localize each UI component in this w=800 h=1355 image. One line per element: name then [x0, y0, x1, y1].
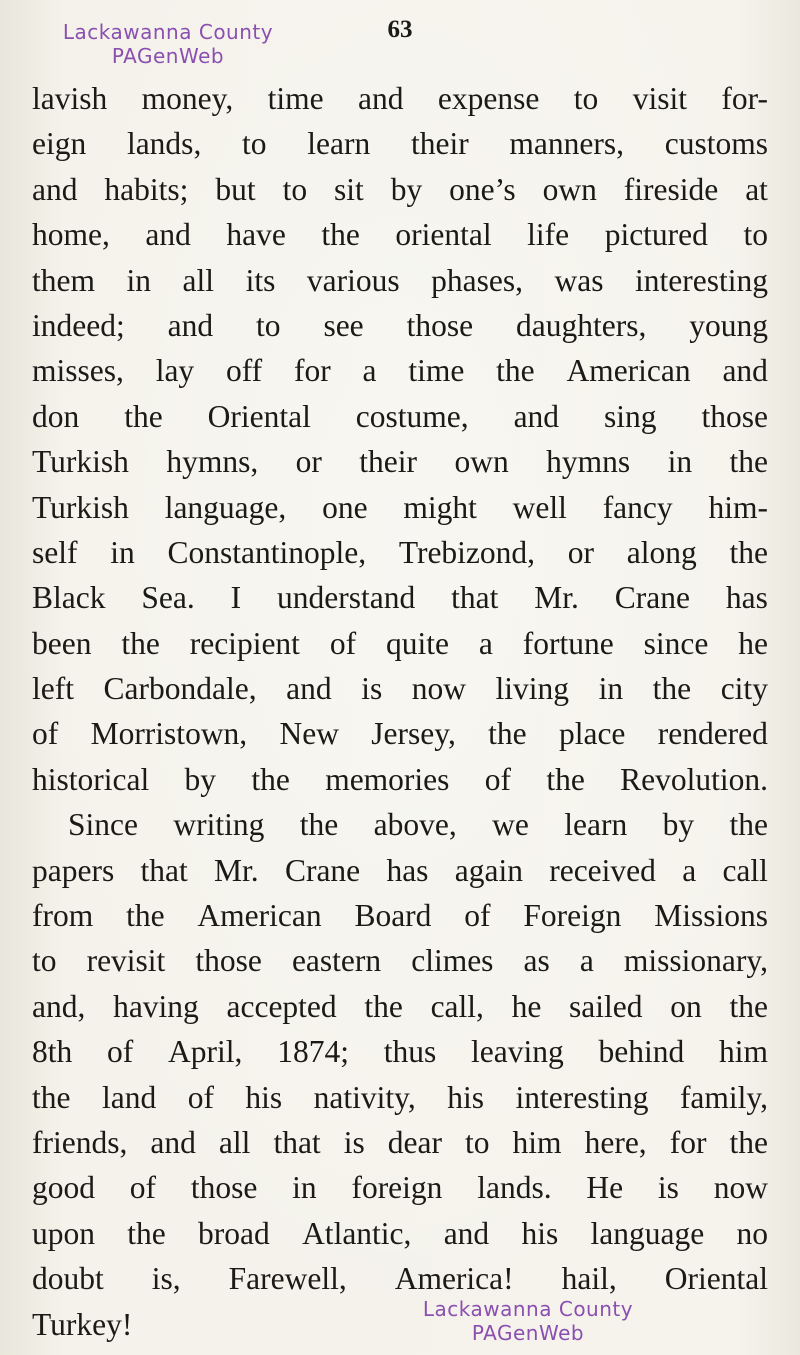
word: American [197, 898, 322, 934]
word: to [573, 81, 599, 116]
word: good [32, 1170, 95, 1206]
word: a [682, 852, 697, 888]
word: and [167, 307, 214, 343]
word: lavish [32, 81, 108, 116]
word: fortune [522, 625, 614, 661]
body-text [32, 76, 768, 1347]
word: along [626, 534, 697, 570]
word: the [729, 534, 768, 570]
word: those [190, 1170, 258, 1206]
word: the [124, 398, 163, 434]
word: the [127, 1215, 166, 1251]
word: now [713, 1170, 768, 1206]
word: lay [155, 353, 195, 389]
word: one’s [449, 171, 516, 207]
word: Mr. [214, 852, 259, 888]
word: thus [383, 1034, 437, 1070]
word: above, [373, 807, 457, 843]
word: a [478, 625, 493, 661]
text-line [32, 848, 768, 893]
text-line [32, 394, 768, 439]
word: dear [387, 1124, 442, 1160]
word: its [245, 262, 276, 298]
word: Revolution. [620, 761, 768, 797]
word: Oriental [207, 398, 311, 434]
word: him [718, 1034, 768, 1070]
word: might [403, 489, 477, 525]
word: is [657, 1170, 679, 1206]
word: America! [394, 1261, 514, 1297]
text-line [32, 348, 768, 393]
word: indeed; [32, 307, 125, 343]
word: Turkey! [32, 1306, 133, 1342]
word: various [306, 262, 400, 298]
word: language [590, 1215, 705, 1251]
word: rendered [657, 716, 768, 752]
text-line [32, 212, 768, 257]
word: the [488, 716, 527, 752]
word: to [465, 1124, 490, 1160]
word: in [292, 1170, 317, 1206]
word: interesting [634, 262, 768, 298]
word: life [527, 217, 570, 253]
word: interesting [515, 1079, 649, 1115]
word: and [443, 1215, 490, 1251]
word: in [110, 534, 135, 570]
word: now [411, 671, 466, 707]
word: him [512, 1124, 562, 1160]
word: Morristown, [90, 716, 248, 752]
word: those [701, 398, 768, 434]
text-line [32, 76, 768, 121]
word: is, [151, 1261, 181, 1297]
word: at [745, 171, 768, 207]
text-line [32, 666, 768, 711]
text-line [32, 167, 768, 212]
word: in [667, 444, 693, 480]
watermark-line: Lackawanna County [62, 20, 274, 44]
page-number: 63 [387, 16, 413, 43]
text-line [32, 303, 768, 348]
word: Foreign [523, 898, 622, 934]
word: of [129, 1170, 157, 1206]
word: left [32, 671, 74, 707]
word: memories [325, 761, 450, 797]
word: broad [198, 1215, 270, 1251]
watermark-line: PAGenWeb [111, 44, 225, 68]
word: I [230, 580, 242, 616]
word: Crane [284, 852, 361, 888]
word: again [454, 852, 523, 888]
word: time [408, 353, 465, 389]
word: language, [164, 489, 287, 525]
text-line [32, 121, 768, 166]
word: historical [32, 761, 150, 797]
word: costume, [355, 398, 469, 434]
word: daughters, [515, 307, 647, 343]
word: he [511, 988, 542, 1024]
word: the [364, 988, 403, 1024]
paragraph-first-line [32, 802, 768, 847]
word: his [245, 1079, 283, 1115]
word: has [725, 580, 768, 616]
word: or [295, 444, 322, 480]
word: own [542, 171, 597, 207]
text-line [32, 711, 768, 756]
word: their [410, 126, 469, 162]
word: of [329, 625, 357, 661]
word: all [218, 1124, 251, 1160]
word: learn [564, 807, 628, 843]
word: of [32, 716, 59, 752]
word: Since [68, 807, 138, 843]
word: understand [277, 580, 416, 616]
word: eign [32, 126, 87, 162]
word: here, [584, 1124, 647, 1160]
word: phases, [431, 262, 523, 298]
text-line [32, 984, 768, 1029]
word: for [293, 353, 331, 389]
word: them [32, 262, 95, 298]
text-line [32, 575, 768, 620]
word: has [386, 852, 429, 888]
word: Crane [614, 580, 691, 616]
word: call [722, 852, 768, 888]
word: sailed [569, 988, 643, 1024]
word: Mr. [534, 580, 579, 616]
word: Missions [654, 898, 768, 934]
word: is [343, 1124, 365, 1160]
word: writing [173, 807, 265, 843]
word: quite [385, 625, 449, 661]
word: the [126, 898, 165, 934]
word: sing [603, 398, 657, 434]
word: the [251, 761, 290, 797]
word: him- [708, 489, 768, 525]
word: off [226, 353, 263, 389]
word: well [512, 489, 567, 525]
word: recipient [189, 625, 300, 661]
word: eastern [291, 943, 382, 979]
word: a [579, 943, 594, 979]
word: friends, [32, 1124, 128, 1160]
word: Carbondale, [103, 671, 257, 707]
word: self [32, 534, 78, 570]
word: own [454, 444, 509, 480]
word: Trebizond, [398, 534, 536, 570]
word: 8th [32, 1034, 73, 1070]
text-line [32, 893, 768, 938]
word: his [447, 1079, 484, 1115]
word: no [736, 1215, 768, 1251]
word: received [549, 852, 656, 888]
word: in [598, 671, 624, 707]
word: learn [307, 126, 371, 162]
word: to [743, 217, 768, 253]
word: living [495, 671, 570, 707]
text-line [32, 485, 768, 530]
word: Black [32, 580, 106, 616]
word: by [184, 761, 217, 797]
word: Constantinople, [167, 534, 367, 570]
word: missionary, [623, 943, 768, 979]
word: but [215, 171, 256, 207]
word: and [358, 81, 404, 116]
word: or [567, 534, 595, 570]
word: and, [32, 988, 86, 1024]
word: for- [721, 81, 768, 116]
word: those [406, 307, 474, 343]
word: from [32, 898, 94, 934]
text-line [32, 439, 768, 484]
word: was [554, 262, 604, 298]
word: home, [32, 217, 110, 253]
word: leaving [471, 1034, 564, 1070]
text-line [32, 1211, 768, 1256]
word: those [195, 943, 262, 979]
word: to [282, 171, 308, 207]
word: that [140, 852, 188, 888]
word: family, [679, 1079, 768, 1115]
word: lands. [477, 1170, 552, 1206]
text-line [32, 530, 768, 575]
watermark-line: Lackawanna County [422, 1297, 634, 1321]
word: pictured [604, 217, 708, 253]
text-line [32, 1029, 768, 1074]
word: to [242, 126, 267, 162]
word: visit [632, 81, 687, 116]
word: he [738, 625, 768, 661]
word: of [464, 898, 491, 934]
word: of [484, 761, 511, 797]
word: and [150, 1124, 196, 1160]
word: papers [32, 852, 115, 888]
word: the [121, 625, 160, 661]
word: He [586, 1170, 624, 1206]
word: of [187, 1079, 214, 1115]
word: misses, [32, 353, 124, 389]
word: Jersey, [371, 716, 456, 752]
word: as [523, 943, 550, 979]
word: the [729, 807, 768, 843]
word: in [126, 262, 152, 298]
word: hail, [561, 1261, 617, 1297]
word: American [566, 353, 691, 389]
word: 1874; [277, 1034, 349, 1070]
word: is [361, 671, 383, 707]
word: revisit [86, 943, 166, 979]
word: and [722, 353, 768, 389]
word: by [662, 807, 695, 843]
word: to [256, 307, 281, 343]
word: Oriental [664, 1261, 768, 1297]
word: for [669, 1124, 707, 1160]
word: hymns [546, 444, 631, 480]
word: Atlantic, [302, 1215, 412, 1251]
word: behind [598, 1034, 685, 1070]
text-line [32, 621, 768, 666]
word: doubt [32, 1261, 104, 1297]
word: the [729, 988, 768, 1024]
word: the [32, 1079, 71, 1115]
word: climes [411, 943, 494, 979]
word: that [273, 1124, 321, 1160]
word: on [670, 988, 702, 1024]
word: customs [664, 126, 768, 162]
word: one [322, 489, 368, 525]
word: the [652, 671, 692, 707]
word: accepted [226, 988, 337, 1024]
word: the [546, 761, 585, 797]
word: call, [430, 988, 484, 1024]
word: place [558, 716, 626, 752]
word: we [492, 807, 529, 843]
word: and [32, 171, 78, 207]
word: a [362, 353, 377, 389]
word: fancy [602, 489, 673, 525]
word: nativity, [313, 1079, 416, 1115]
text-line [32, 938, 768, 983]
word: that [451, 580, 499, 616]
word: having [113, 988, 199, 1024]
word: of [107, 1034, 134, 1070]
watermark-top [40, 20, 296, 68]
word: foreign [351, 1170, 443, 1206]
text-line [32, 1256, 768, 1301]
word: all [182, 262, 215, 298]
word: since [643, 625, 709, 661]
word: see [323, 307, 364, 343]
text-line [32, 1165, 768, 1210]
word: April, [168, 1034, 243, 1070]
word: and [513, 398, 560, 434]
word: land [101, 1079, 157, 1115]
word: manners, [509, 126, 625, 162]
word: New [279, 716, 339, 752]
text-line [32, 258, 768, 303]
watermark-bottom [398, 1297, 658, 1345]
word: don [32, 398, 80, 434]
word: the [496, 353, 535, 389]
text-line [32, 1120, 768, 1165]
word: Turkish [32, 489, 129, 525]
word: young [689, 307, 768, 343]
word: money, [141, 81, 234, 116]
word: the [299, 807, 339, 843]
word: and [286, 671, 332, 707]
word: Turkish [32, 444, 129, 480]
word: upon [32, 1215, 95, 1251]
word: been [32, 625, 92, 661]
word: his [521, 1215, 559, 1251]
word: the [321, 217, 360, 253]
text-line [32, 757, 768, 802]
word: lands, [126, 126, 202, 162]
word: by [390, 171, 423, 207]
watermark-line: PAGenWeb [471, 1321, 585, 1345]
word: the [729, 1124, 768, 1160]
word: have [226, 217, 286, 253]
word: to [32, 943, 57, 979]
word: and [145, 217, 191, 253]
word: oriental [395, 217, 492, 253]
word: their [359, 444, 418, 480]
word: Sea. [141, 580, 195, 616]
word: expense [437, 81, 540, 116]
word: the [729, 444, 768, 480]
word: time [267, 81, 324, 116]
word: habits; [104, 171, 189, 207]
text-line [32, 1075, 768, 1120]
word: Farewell, [228, 1261, 347, 1297]
word: hymns, [166, 444, 259, 480]
word: sit [334, 171, 364, 207]
word: city [720, 671, 768, 707]
word: Board [354, 898, 432, 934]
word: fireside [623, 171, 719, 207]
